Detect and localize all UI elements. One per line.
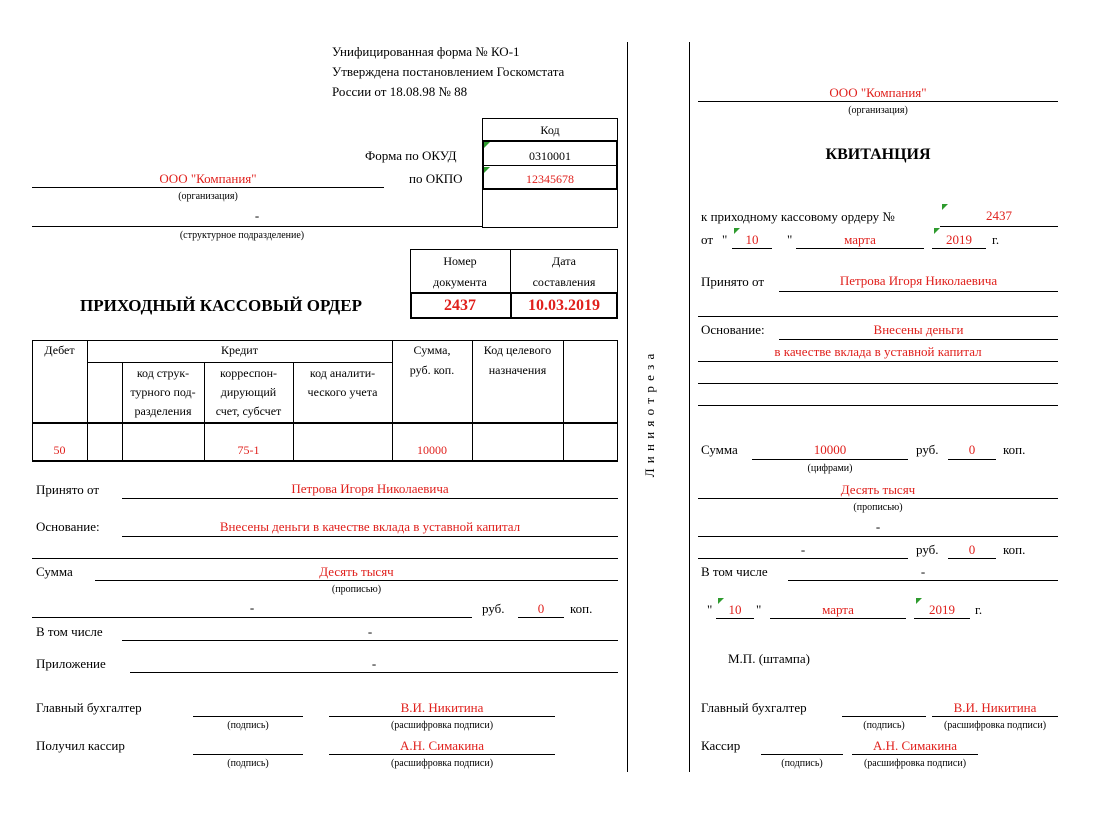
receipt-date-year-suffix: г. [975,602,983,617]
doc-number-label-1: Номер [443,254,477,268]
receipt-cashier-label: Кассир [701,738,741,753]
receipt-amount-label: Сумма [701,442,738,457]
col-debit: Дебет [44,343,75,357]
receipt-basis-label: Основание: [701,322,765,337]
doc-number-label-2: документа [433,275,487,289]
cell-marker-icon [942,204,948,210]
cell-marker-icon [734,228,740,234]
doc-date-label-1: Дата [552,254,576,268]
receipt-amount-line4: - [800,542,806,557]
cut-line-left [627,42,628,772]
receipt-date-day: 10 [728,602,742,617]
form-header-line1: Унифицированная форма № КО-1 [332,44,520,59]
receipt-title: КВИТАНЦИЯ [825,146,931,163]
col-corr-1: корреспон- [219,366,277,380]
col-struct-3: разделения [134,404,192,418]
subdivision-caption: (структурное подразделение) [179,230,305,241]
cut-line-right [689,42,690,772]
cashier-signature-line [193,754,303,755]
amount-caption: (прописью) [331,584,382,595]
cashier-name: А.Н. Симакина [399,738,485,753]
form-header-line2: Утверждена постановлением Госкомстата [332,64,565,79]
receipt-date-month: марта [822,602,854,617]
received-from-value: Петрова Игоря Николаевича [291,481,449,496]
order-ref-quote-close: " [787,232,793,247]
chief-accountant-name-caption: (расшифровка подписи) [390,720,494,731]
receipt-chief-label: Главный бухгалтер [701,700,807,715]
chief-accountant-sign-caption: (подпись) [227,720,269,731]
okpo-value: 12345678 [526,172,574,186]
cut-line-label: Л и н и я о т р е з а [642,352,657,478]
receipt-organization-caption: (организация) [848,105,908,116]
order-ref-day: 10 [745,232,759,247]
receipt-chief-name: В.И. Никитина [953,700,1037,715]
col-corr-2: дирующий [220,385,277,399]
including-value: - [367,624,373,639]
receipt-amount-digits: 10000 [813,442,847,457]
attachment-value: - [371,656,377,671]
rub-label: руб. [482,601,505,616]
kop-label: коп. [570,601,593,616]
col-purpose-2: назначения [488,363,547,377]
receipt-organization-value: ООО "Компания" [829,85,927,100]
chief-accountant-label: Главный бухгалтер [36,700,142,715]
col-anal-2: ческого учета [307,385,378,399]
code-header: Код [540,123,560,137]
col-sum-2: руб. коп. [409,363,455,377]
receipt-kop-label2: коп. [1003,542,1026,557]
receipt-chief-sign-caption: (подпись) [863,720,905,731]
doc-date-value: 10.03.2019 [528,297,600,314]
order-title: ПРИХОДНЫЙ КАССОВЫЙ ОРДЕР [80,296,362,315]
receipt-cashier-name: А.Н. Симакина [872,738,958,753]
receipt-rub-label2: руб. [916,542,939,557]
receipt-kop-value2: 0 [968,542,976,557]
receipt-amount-words: Десять тысяч [840,482,916,497]
basis-label: Основание: [36,519,100,534]
receipt-kop-label: коп. [1003,442,1026,457]
order-ref-from: от [701,232,714,247]
receipt-cashier-sign-caption: (подпись) [781,758,823,769]
cell-marker-icon [916,598,922,604]
receipt-received-label: Принято от [701,274,765,289]
cashier-sign-caption: (подпись) [227,758,269,769]
receipt-including-label: В том числе [701,564,768,579]
chief-accountant-name: В.И. Никитина [400,700,484,715]
receipt-chief-signature-line [842,716,926,717]
col-purpose-1: Код целевого [483,343,552,357]
order-ref-year: 2019 [946,232,972,247]
order-ref-month: марта [844,232,876,247]
attachment-label: Приложение [36,656,106,671]
receipt-words-caption: (прописью) [853,502,903,513]
row-debit: 50 [53,443,66,457]
doc-date-label-2: составления [532,275,596,289]
receipt-received-value: Петрова Игоря Николаевича [839,273,998,288]
amount-words: Десять тысяч [319,564,394,579]
cell-marker-icon [484,142,490,148]
receipt-kop-value: 0 [968,442,976,457]
form-header-line3: России от 18.08.98 № 88 [332,84,468,99]
cashier-label: Получил кассир [36,738,125,753]
receipt-digits-caption: (цифрами) [807,463,853,474]
row-sum: 10000 [417,443,447,457]
cell-marker-icon [718,598,724,604]
okpo-label: по ОКПО [409,171,463,186]
receipt-date-quote-close: " [756,602,762,617]
receipt-rub-label: руб. [916,442,939,457]
okud-value: 0310001 [529,149,571,163]
col-anal-1: код аналити- [309,366,376,380]
col-sum-1: Сумма, [413,343,451,357]
col-struct-2: турного под- [130,385,196,399]
receipt-date-year: 2019 [929,602,955,617]
order-ref-label: к приходному кассовому ордеру № [701,209,895,224]
organization-value: ООО "Компания" [159,171,257,186]
organization-caption: (организация) [178,191,238,202]
receipt-cashier-signature-line [761,754,843,755]
receipt-date-quote-open: " [707,602,713,617]
order-ref-number: 2437 [986,208,1012,223]
including-label: В том числе [36,624,103,639]
order-ref-quote-open: " [722,232,728,247]
okud-label: Форма по ОКУД [365,148,457,163]
cell-marker-icon [484,167,490,173]
receipt-basis-value2: в качестве вклада в уставной капитал [774,344,982,359]
col-struct-1: код струк- [136,366,190,380]
received-from-label: Принято от [36,482,100,497]
amount-label: Сумма [36,564,73,579]
stamp-label: М.П. (штампа) [728,651,810,666]
row-corr: 75-1 [237,443,260,457]
doc-number-value: 2437 [444,297,476,314]
col-corr-3: счет, субсчет [215,404,282,418]
cell-marker-icon [934,228,940,234]
receipt-including-value: - [920,564,926,579]
receipt-basis-value1: Внесены деньги [873,322,964,337]
amount-line2: - [249,600,255,615]
basis-value: Внесены деньги в качестве вклада в уставной капитал [219,519,521,534]
receipt-cashier-name-caption: (расшифровка подписи) [863,758,967,769]
order-ref-year-suffix: г. [992,232,1000,247]
col-credit: Кредит [221,343,258,357]
receipt-amount-line3: - [875,519,881,534]
chief-accountant-signature-line [193,716,303,717]
receipt-chief-name-caption: (расшифровка подписи) [943,720,1047,731]
subdivision-value: - [254,208,260,223]
kop-value: 0 [537,601,545,616]
cashier-name-caption: (расшифровка подписи) [390,758,494,769]
